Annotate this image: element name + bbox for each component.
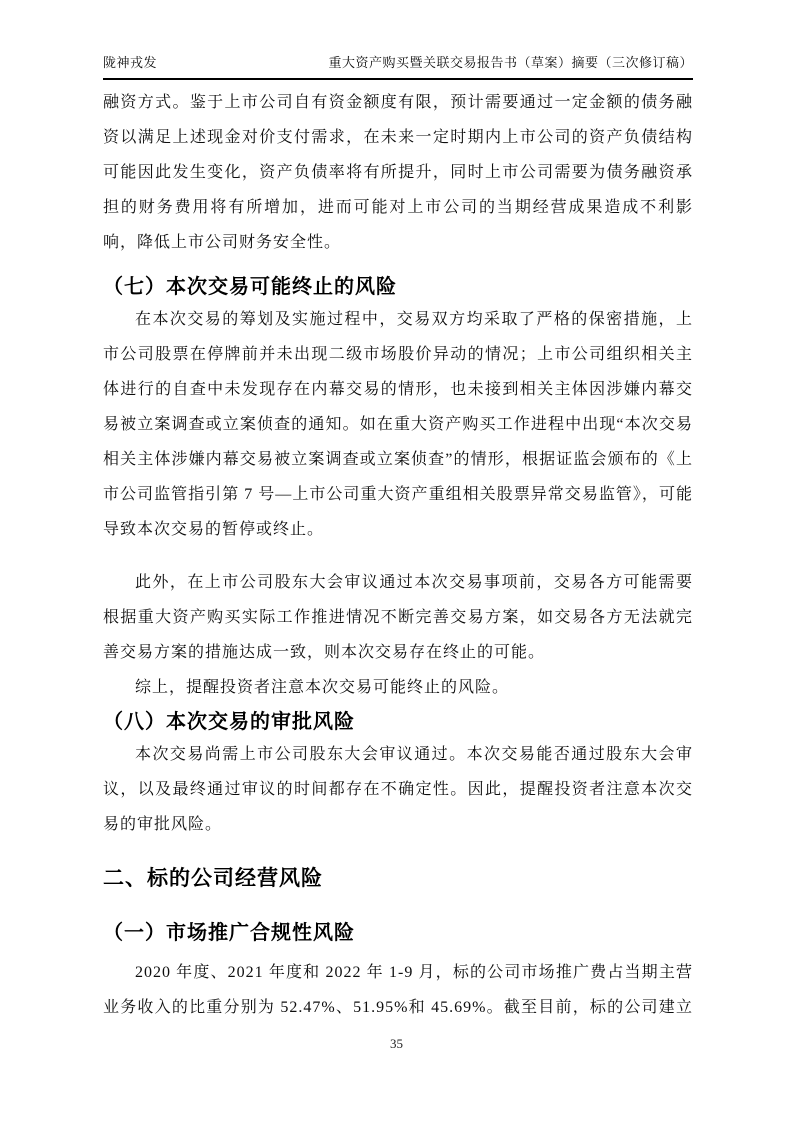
paragraph-marketing-expense-ratio: 2020 年度、2021 年度和 2022 年 1-9 月，标的公司市场推广费占当期主营业务收入的比重分别为 52.47%、51.95%和 45.69%。截至目前，标的公司建立 bbox=[103, 964, 693, 1016]
page-header bbox=[103, 54, 693, 80]
paragraph-plan-improvement: 此外，在上市公司股东大会审议通过本次交易事项前，交易各方可能需要根据重大资产购买实际工作推进情况不断完善交易方案，如交易各方无法就完善交易方案的措施达成一致，则本次交易存在终止的可能。 bbox=[103, 574, 693, 661]
header-company-name: 陇神戎发 bbox=[103, 55, 158, 70]
page-body bbox=[103, 85, 693, 1025]
paragraph-insider-trading: 在本次交易的筹划及实施过程中，交易双方均采取了严格的保密措施，上市公司股票在停牌前并未出现二级市场股价异动的情况；上市公司组织相关主体进行的自查中未发现存在内幕交易的情形，也未接到相关主体因涉嫌内幕交易被立案调查或立案侦查的通知。如在重大资产购买工作进程中出现“本次交易相关主体涉嫌内幕交易被立案调查或立案侦查”的情形，根据证监会颁布的《上市公司监管指引第 7 号—上市公司重大资产重组相关股票异常交易监管》，可能导致本次交易的暂停或终止。 bbox=[103, 311, 693, 538]
chapter-heading-2-target-company-risk: 二、标的公司经营风险 bbox=[103, 867, 323, 890]
paragraph-summary-reminder: 综上，提醒投资者注意本次交易可能终止的风险。 bbox=[135, 679, 510, 696]
section-heading-7-termination-risk: （七）本次交易可能终止的风险 bbox=[103, 276, 397, 298]
page-number: 35 bbox=[390, 1036, 403, 1051]
header-report-title: 重大资产购买暨关联交易报告书（草案）摘要（三次修订稿） bbox=[328, 55, 693, 70]
section-heading-1-marketing-compliance-risk: （一）市场推广合规性风险 bbox=[103, 922, 355, 944]
page-footer bbox=[0, 1036, 793, 1052]
paragraph-financing-continuation: 融资方式。鉴于上市公司自有资金额度有限，预计需要通过一定金额的债务融资以满足上述现金对价支付需求，在未来一定时期内上市公司的资产负债结构可能因此发生变化，资产负债率将有所提升，同时上市公司需要为债务融资承担的财务费用将有所增加，进而可能对上市公司的当期经营成果造成不利影响，降低上市公司财务安全性。 bbox=[103, 94, 693, 251]
section-heading-8-approval-risk: （八）本次交易的审批风险 bbox=[103, 711, 355, 733]
paragraph-approval-risk: 本次交易尚需上市公司股东大会审议通过。本次交易能否通过股东大会审议，以及最终通过审议的时间都存在不确定性。因此，提醒投资者注意本次交易的审批风险。 bbox=[103, 746, 693, 833]
